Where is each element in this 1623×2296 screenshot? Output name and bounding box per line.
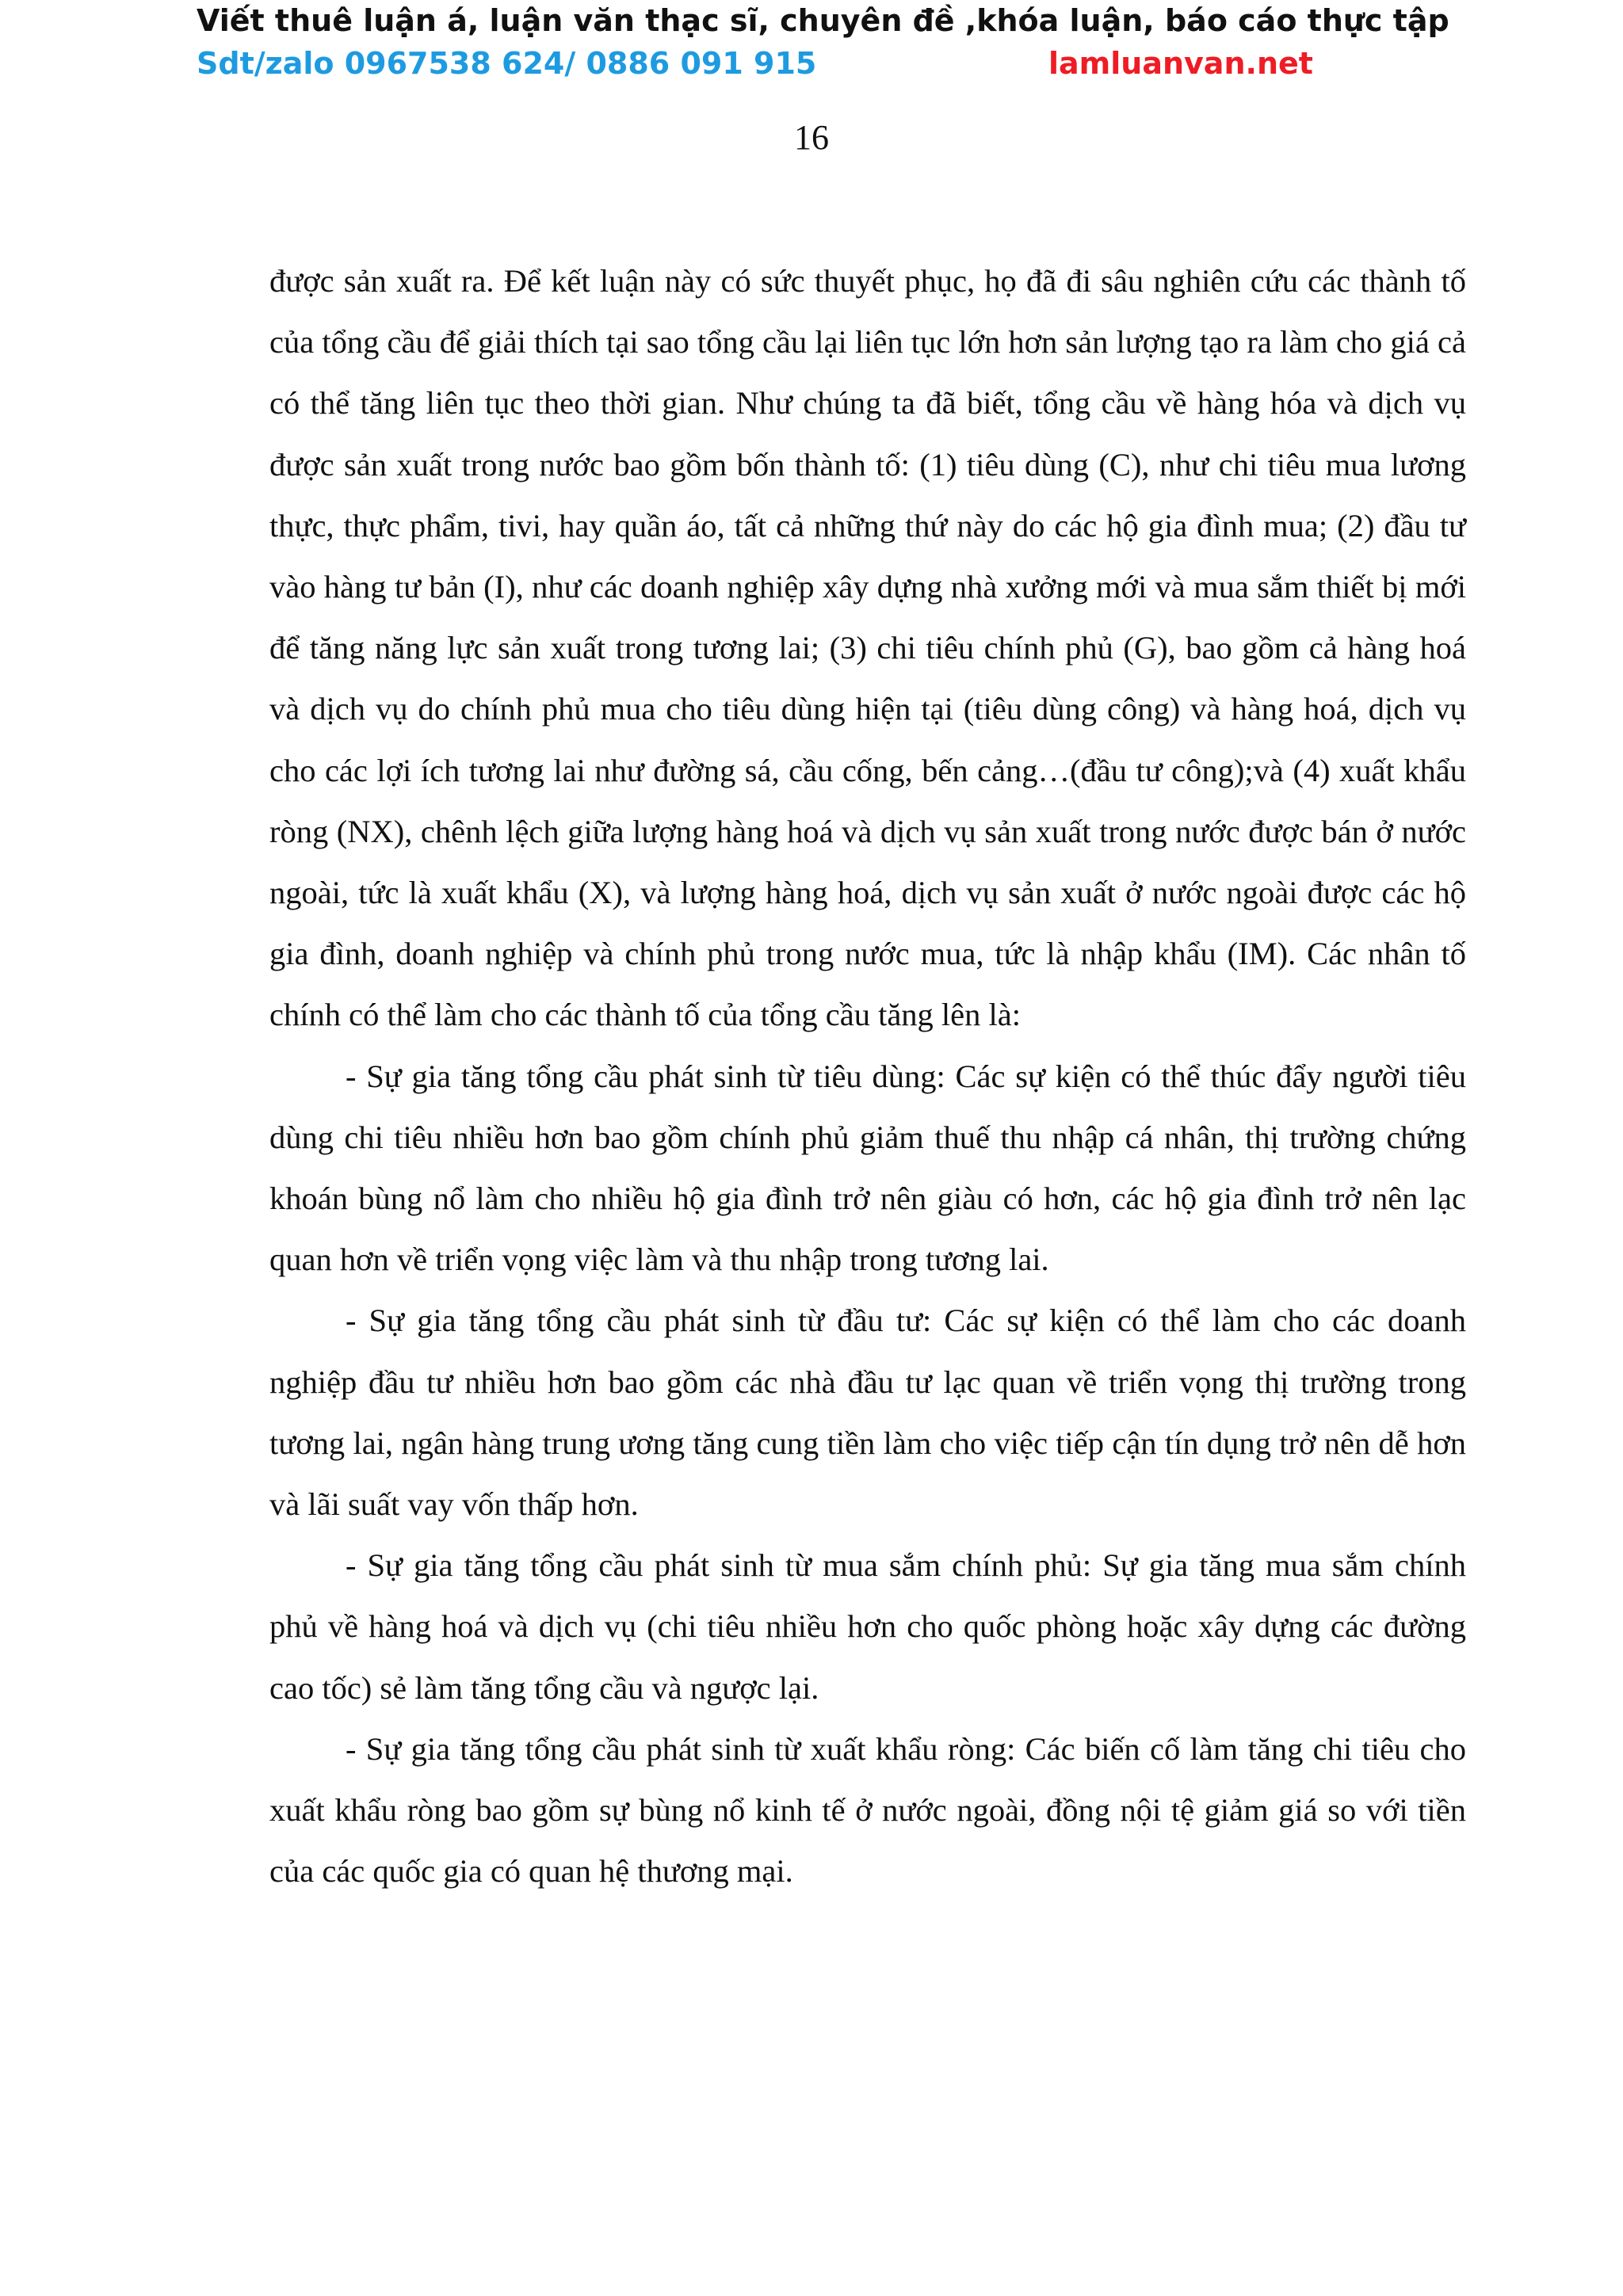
- banner-contact-phone: Sdt/zalo 0967538 624/ 0886 091 915: [197, 46, 817, 81]
- paragraph-consumption: - Sự gia tăng tổng cầu phát sinh từ tiêu dùng: Các sự kiện có thể thúc đẩy người tiêu dùng chi tiêu nhiều hơn bao gồm chính phủ giảm thuế thu nhập cá nhân, thị trường chứng khoán bùng nổ làm cho nhiều hộ gia đình trở nên giàu có hơn, các hộ gia đình trở nên lạc quan hơn về triển vọng việc làm và thu nhập trong tương lai.: [269, 1058, 1466, 1278]
- paragraph-investment: - Sự gia tăng tổng cầu phát sinh từ đầu tư: Các sự kiện có thể làm cho các doanh nghiệp đầu tư nhiều hơn bao gồm các nhà đầu tư lạc quan về triển vọng thị trường trong tương lai, ngân hàng trung ương tăng cung tiền làm cho việc tiếp cận tín dụng trở nên dễ hơn và lãi suất vay vốn thấp hơn.: [269, 1302, 1466, 1523]
- banner-website: lamluanvan.net: [1048, 46, 1313, 81]
- banner-service-line: Viết thuê luận á, luận văn thạc sĩ, chuyên đề ,khóa luận, báo cáo thực tập: [197, 3, 1449, 38]
- paragraph-net-exports: - Sự gia tăng tổng cầu phát sinh từ xuất khẩu ròng: Các biến cố làm tăng chi tiêu cho xuất khẩu ròng bao gồm sự bùng nổ kinh tế ở nước ngoài, đồng nội tệ giảm giá so với tiền của các quốc gia có quan hệ thương mại.: [269, 1730, 1466, 1890]
- page-number: 16: [794, 118, 829, 157]
- paragraph-government-purchases: - Sự gia tăng tổng cầu phát sinh từ mua sắm chính phủ: Sự gia tăng mua sắm chính phủ về hàng hoá và dịch vụ (chi tiêu nhiều hơn cho quốc phòng hoặc xây dựng các đường cao tốc) sẻ làm tăng tổng cầu và ngược lại.: [269, 1547, 1466, 1706]
- document-body: [269, 250, 1466, 1901]
- paragraph-continuation: được sản xuất ra. Để kết luận này có sức thuyết phục, họ đã đi sâu nghiên cứu các thành tố của tổng cầu để giải thích tại sao tổng cầu lại liên tục lớn hơn sản lượng tạo ra làm cho giá cả có thể tăng liên tục theo thời gian. Như chúng ta đã biết, tổng cầu về hàng hóa và dịch vụ được sản xuất trong nước bao gồm bốn thành tố: (1) tiêu dùng (C), như chi tiêu mua lương thực, thực phẩm, tivi, hay quần áo, tất cả những thứ này do các hộ gia đình mua; (2) đầu tư vào hàng tư bản (I), như các doanh nghiệp xây dựng nhà xưởng mới và mua sắm thiết bị mới để tăng năng lực sản xuất trong tương lai; (3) chi tiêu chính phủ (G), bao gồm cả hàng hoá và dịch vụ do chính phủ mua cho tiêu dùng hiện tại (tiêu dùng công) và hàng hoá, dịch vụ cho các lợi ích tương lai như đường sá, cầu cống, bến cảng…(đầu tư công);và (4) xuất khẩu ròng (NX), chênh lệch giữa lượng hàng hoá và dịch vụ sản xuất trong nước được bán ở nước ngoài, tức là xuất khẩu (X), và lượng hàng hoá, dịch vụ sản xuất ở nước ngoài được các hộ gia đình, doanh nghiệp và chính phủ trong nước mua, tức là nhập khẩu (IM). Các nhân tố chính có thể làm cho các thành tố của tổng cầu tăng lên là:: [269, 263, 1466, 1033]
